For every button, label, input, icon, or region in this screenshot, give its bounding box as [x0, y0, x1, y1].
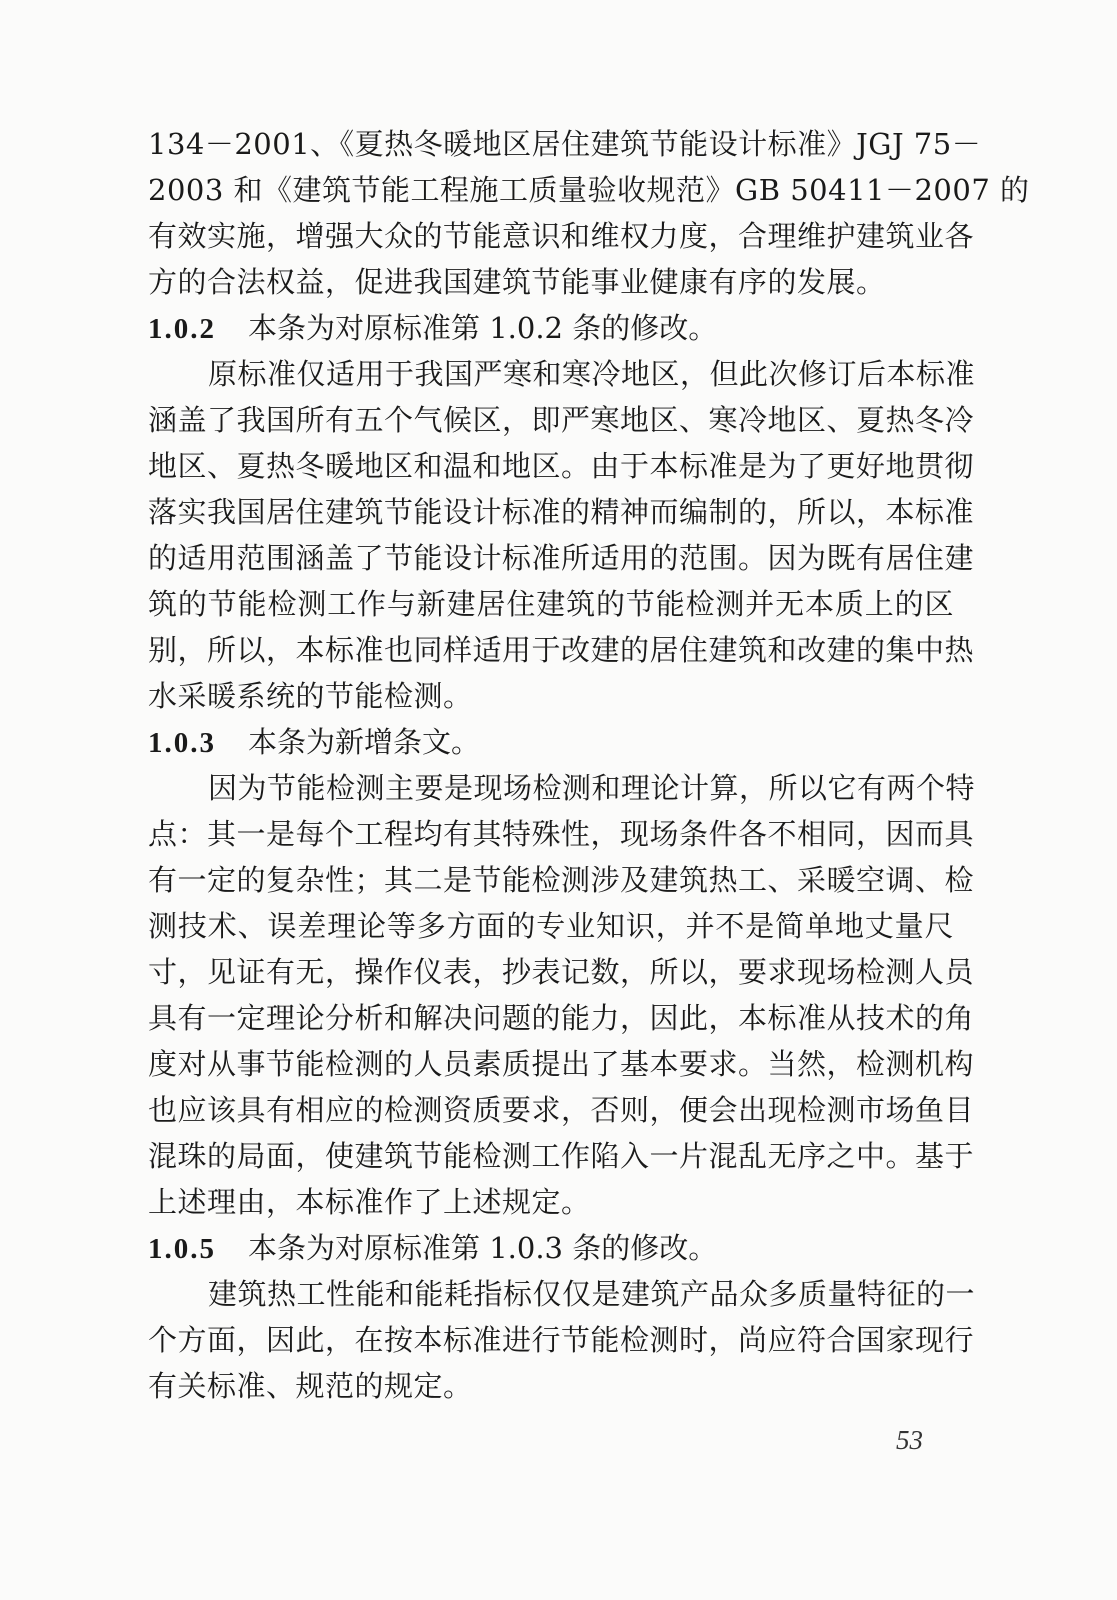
text-line: 也应该具有相应的检测资质要求，否则，便会出现检测市场鱼目 — [148, 1093, 975, 1127]
text-line: 有一定的复杂性；其二是节能检测涉及建筑热工、采暖空调、检 — [148, 863, 975, 897]
section-number: 1.0.3 — [148, 727, 216, 759]
text-line: 134－2001、《夏热冬暖地区居住建筑节能设计标准》JGJ 75－ — [148, 127, 982, 161]
text-line: 个方面，因此，在按本标准进行节能检测时，尚应符合国家现行 — [148, 1323, 975, 1357]
page-number: 53 — [896, 1425, 923, 1455]
section-title: 本条为对原标准第 1.0.2 条的修改。 — [248, 311, 718, 345]
text-line: 方的合法权益，促进我国建筑节能事业健康有序的发展。 — [148, 265, 886, 299]
text-line: 涵盖了我国所有五个气候区，即严寒地区、寒冷地区、夏热冬冷 — [148, 403, 975, 437]
section-number: 1.0.2 — [148, 313, 216, 345]
section-title: 本条为新增条文。 — [248, 725, 481, 759]
text-line: 度对从事节能检测的人员素质提出了基本要求。当然，检测机构 — [148, 1047, 975, 1081]
section-heading — [148, 305, 717, 351]
text-line: 混珠的局面，使建筑节能检测工作陷入一片混乱无序之中。基于 — [148, 1139, 975, 1173]
text-line: 因为节能检测主要是现场检测和理论计算，所以它有两个特 — [208, 771, 976, 805]
text-line: 的适用范围涵盖了节能设计标准所适用的范围。因为既有居住建 — [148, 541, 975, 575]
text-line: 2003 和《建筑节能工程施工质量验收规范》GB 50411－2007 的 — [148, 173, 1030, 207]
section-title: 本条为对原标准第 1.0.3 条的修改。 — [248, 1231, 718, 1265]
section-heading — [148, 719, 480, 765]
text-line: 测技术、误差理论等多方面的专业知识，并不是简单地丈量尺 — [148, 909, 954, 943]
text-line: 原标准仅适用于我国严寒和寒冷地区，但此次修订后本标准 — [208, 357, 976, 391]
text-line: 具有一定理论分析和解决问题的能力，因此，本标准从技术的角 — [148, 1001, 975, 1035]
text-line: 水采暖系统的节能检测。 — [148, 679, 473, 713]
text-line: 落实我国居住建筑节能设计标准的精神而编制的，所以，本标准 — [148, 495, 975, 529]
text-line: 建筑热工性能和能耗指标仅仅是建筑产品众多质量特征的一 — [208, 1277, 976, 1311]
text-line: 有关标准、规范的规定。 — [148, 1369, 473, 1403]
text-line: 别，所以，本标准也同样适用于改建的居住建筑和改建的集中热 — [148, 633, 975, 667]
text-line: 有效实施，增强大众的节能意识和维权力度，合理维护建筑业各 — [148, 219, 975, 253]
text-line: 点：其一是每个工程均有其特殊性，现场条件各不相同，因而具 — [148, 817, 975, 851]
text-line: 筑的节能检测工作与新建居住建筑的节能检测并无本质上的区 — [148, 587, 954, 621]
section-number: 1.0.5 — [148, 1233, 216, 1265]
text-line: 上述理由，本标准作了上述规定。 — [148, 1185, 591, 1219]
text-line: 寸，见证有无，操作仪表，抄表记数，所以，要求现场检测人员 — [148, 955, 975, 989]
text-line: 地区、夏热冬暖地区和温和地区。由于本标准是为了更好地贯彻 — [148, 449, 975, 483]
section-heading — [148, 1225, 717, 1271]
